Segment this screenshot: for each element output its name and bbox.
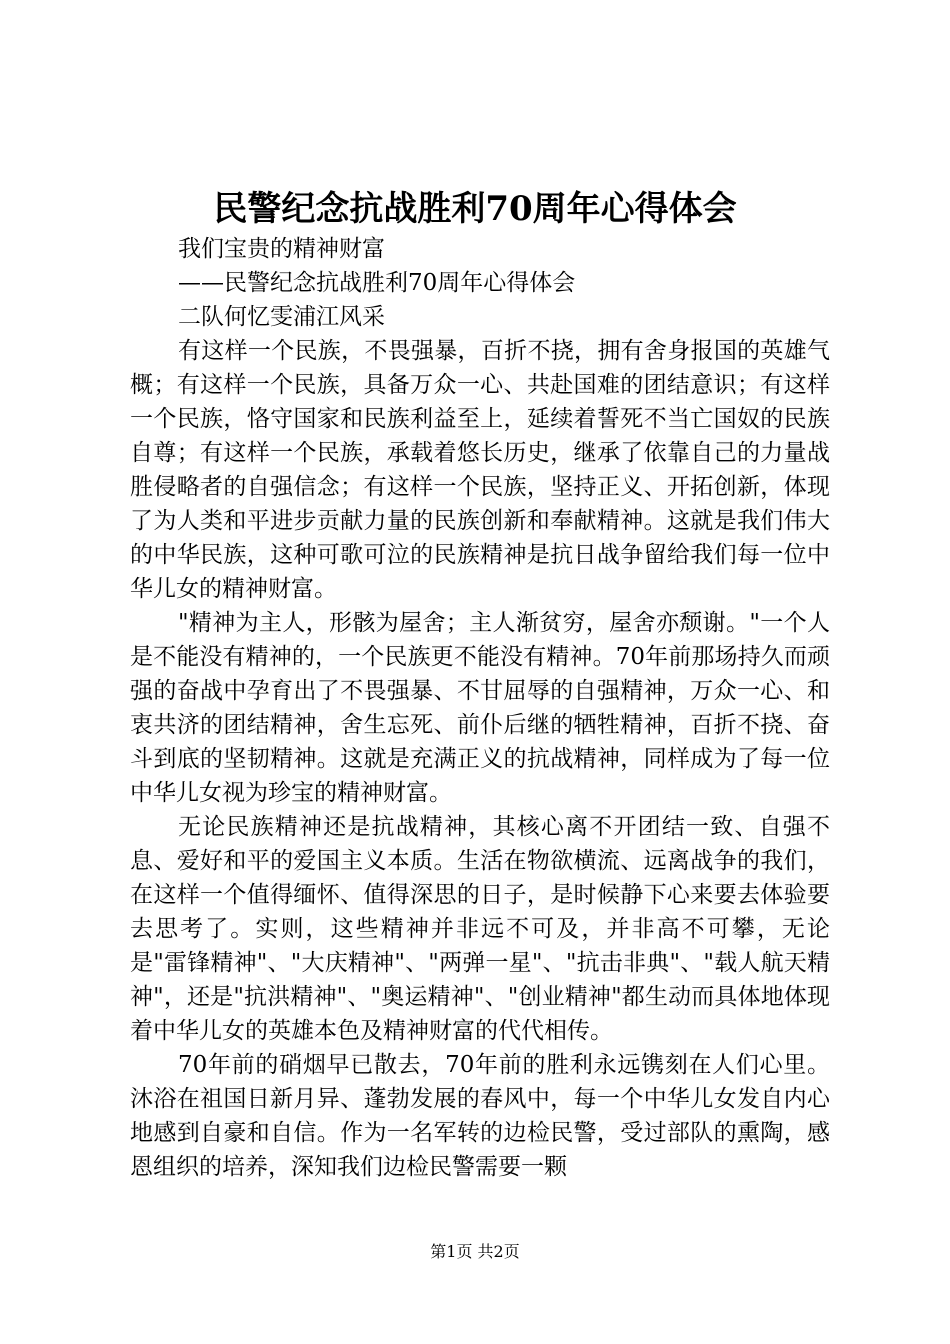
subtitle-line: 二队何忆雯浦江风采 — [178, 304, 385, 330]
page-footer: 第1页 共2页 — [430, 1242, 520, 1261]
subtitle-line: ——民警纪念抗战胜利70周年心得体会 — [178, 270, 576, 296]
subtitle-line: 我们宝贵的精神财富 — [178, 236, 385, 262]
document-body — [130, 232, 830, 1184]
body-paragraph: 有这样一个民族，不畏强暴，百折不挠，拥有舍身报国的英雄气概；有这样一个民族，具备万众一心、共赴国难的团结意识；有这样一个民族，恪守国家和民族利益至上，延续着誓死不当亡国奴的民族自尊；有这样一个民族，承载着悠长历史，继承了依靠自己的力量战胜侵略者的自强信念；有这样一个民族，坚持正义、开拓创新，体现了为人类和平进步贡献力量的民族创新和奉献精神。这就是我们伟大的中华民族，这种可歌可泣的民族精神是抗日战争留给我们每一位中华儿女的精神财富。 — [130, 338, 830, 602]
body-paragraph: 70年前的硝烟早已散去，70年前的胜利永远镌刻在人们心里。沐浴在祖国日新月异、蓬勃发展的春风中，每一个中华儿女发自内心地感到自豪和自信。作为一名军转的边检民警，受过部队的熏陶，感恩组织的培养，深知我们边检民警需要一颗 — [130, 1052, 830, 1180]
body-paragraph: "精神为主人，形骸为屋舍；主人渐贫穷，屋舍亦颓谢。"一个人是不能没有精神的，一个民族更不能没有精神。70年前那场持久而顽强的奋战中孕育出了不畏强暴、不甘屈辱的自强精神，万众一心、和衷共济的团结精神，舍生忘死、前仆后继的牺牲精神，百折不挠、奋斗到底的坚韧精神。这就是充满正义的抗战精神，同样成为了每一位中华儿女视为珍宝的精神财富。 — [130, 610, 830, 806]
document-title: 民警纪念抗战胜利70周年心得体会 — [213, 189, 737, 229]
body-paragraph: 无论民族精神还是抗战精神，其核心离不开团结一致、自强不息、爱好和平的爱国主义本质。生活在物欲横流、远离战争的我们，在这样一个值得缅怀、值得深思的日子，是时候静下心来要去体验要去思考了。实则，这些精神并非远不可及，并非高不可攀，无论是"雷锋精神"、"大庆精神"、"两弹一星"、"抗击非典"、"载人航天精神"，还是"抗洪精神"、"奥运精神"、"创业精神"都生动而具体地体现着中华儿女的英雄本色及精神财富的代代相传。 — [130, 814, 830, 1044]
